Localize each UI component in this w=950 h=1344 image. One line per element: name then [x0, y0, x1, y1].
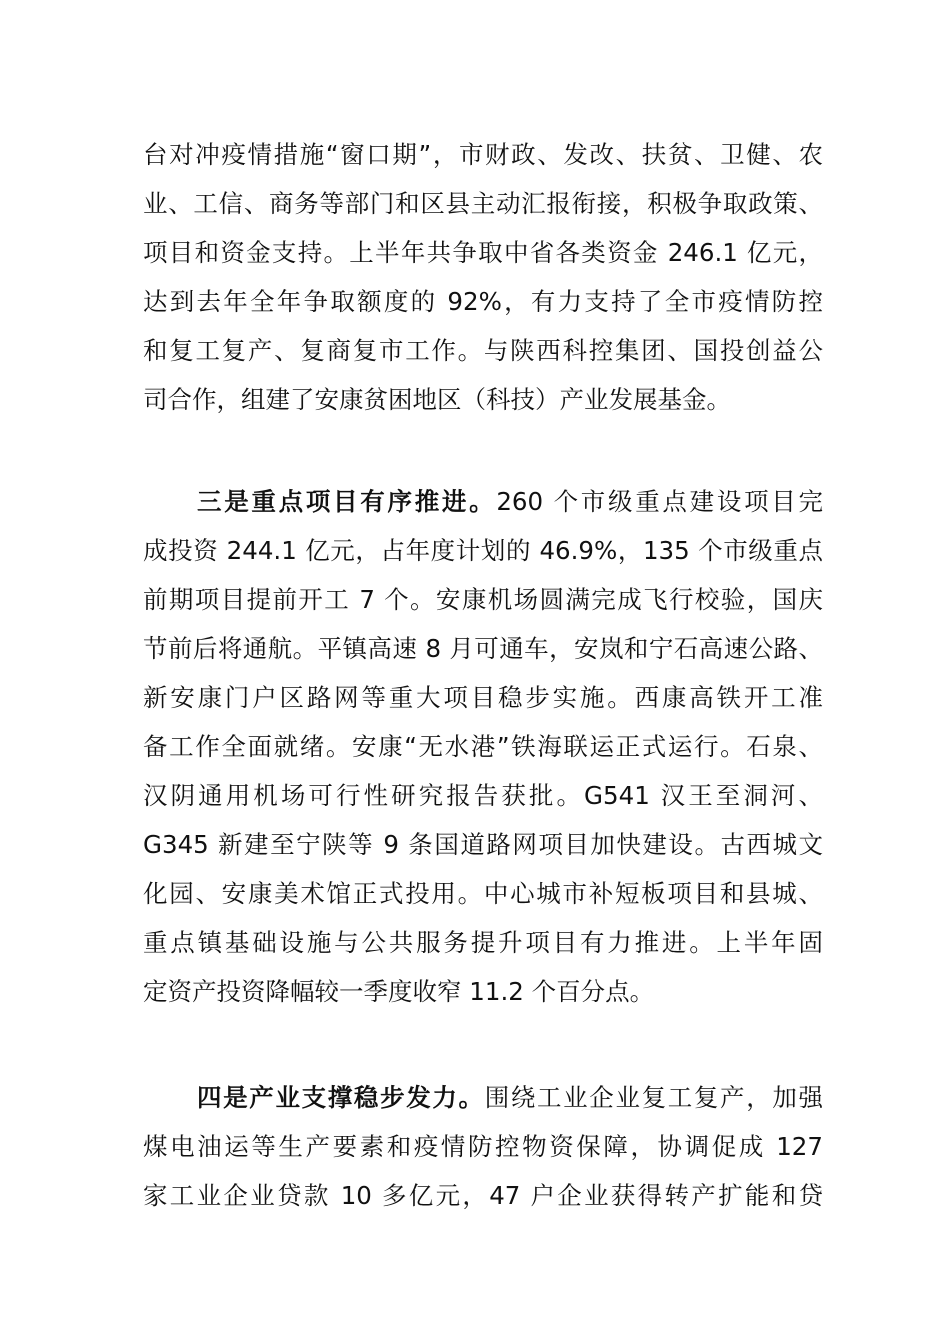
- text-line: 台对冲疫情措施“窗口期”，市财政、发改、扶贫、卫健、农: [143, 140, 823, 169]
- text-line-first: [143, 477, 823, 526]
- text-line: 前期项目提前开工 7 个。安康机场圆满完成飞行校验，国庆: [143, 585, 823, 614]
- text-run: 260 个市级重点建设项目完: [496, 487, 823, 516]
- text-line: 项目和资金支持。上半年共争取中省各类资金 246.1 亿元，: [143, 238, 823, 267]
- text-line: 成投资 244.1 亿元，占年度计划的 46.9%，135 个市级重点: [143, 536, 823, 565]
- text-line: 业、工信、商务等部门和区县主动汇报衔接，积极争取政策、: [143, 189, 823, 218]
- paragraph-heading: 四是产业支撑稳步发力。: [197, 1083, 485, 1112]
- text-line: 化园、安康美术馆正式投用。中心城市补短板项目和县城、: [143, 879, 823, 908]
- text-line: 节前后将通航。平镇高速 8 月可通车，安岚和宁石高速公路、: [143, 634, 823, 663]
- text-line: 新安康门户区路网等重大项目稳步实施。西康高铁开工准: [143, 683, 823, 712]
- text-line: 达到去年全年争取额度的 92%，有力支持了全市疫情防控: [143, 287, 823, 316]
- paragraph-key-projects: [143, 477, 823, 1016]
- paragraph-heading: 三是重点项目有序推进。: [197, 487, 497, 516]
- text-line: 定资产投资降幅较一季度收窄 11.2 个百分点。: [143, 977, 655, 1006]
- text-line: 汉阴通用机场可行性研究报告获批。G541 汉王至洞河、: [143, 781, 823, 810]
- text-run: 围绕工业企业复工复产，加强: [484, 1083, 824, 1112]
- text-line: 和复工复产、复商复市工作。与陕西科控集团、国投创益公: [143, 336, 823, 365]
- text-line: 备工作全面就绪。安康“无水港”铁海联运正式运行。石泉、: [143, 732, 823, 761]
- text-line: G345 新建至宁陕等 9 条国道路网项目加快建设。古西城文: [143, 830, 823, 859]
- paragraph-industry-support: [143, 1073, 823, 1220]
- paragraph-funding: [143, 130, 823, 424]
- text-line: 家工业企业贷款 10 多亿元，47 户企业获得转产扩能和贷: [143, 1181, 823, 1210]
- text-line-first: [143, 1073, 823, 1122]
- text-line: 煤电油运等生产要素和疫情防控物资保障，协调促成 127: [143, 1132, 823, 1161]
- text-line: 司合作，组建了安康贫困地区（科技）产业发展基金。: [143, 385, 731, 414]
- text-line: 重点镇基础设施与公共服务提升项目有力推进。上半年固: [143, 928, 823, 957]
